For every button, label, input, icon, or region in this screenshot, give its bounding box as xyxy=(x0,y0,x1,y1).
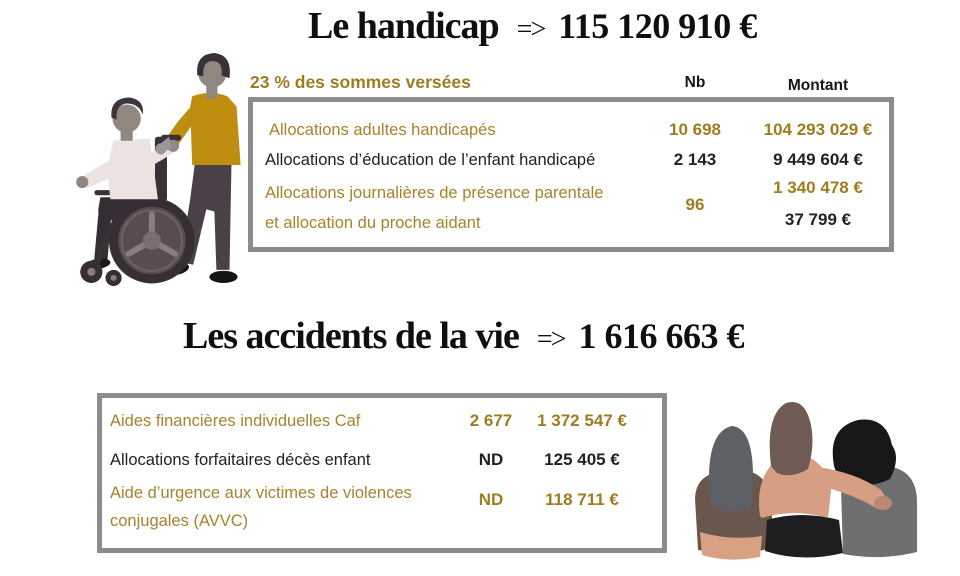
accidents-title-text: Les accidents de la vie xyxy=(183,315,519,357)
row-label: Allocations adultes handicapés xyxy=(269,121,496,139)
row-montant: 1 372 547 € xyxy=(537,411,627,430)
row-label: et allocation du proche aidant xyxy=(265,214,481,232)
column-header-montant: Montant xyxy=(787,77,849,94)
row-montant: 118 711 € xyxy=(545,490,619,509)
row-label: conjugales (AVVC) xyxy=(110,512,249,530)
row-montant: 125 405 € xyxy=(544,450,620,469)
arrow-glyph: => xyxy=(516,14,545,45)
row-label: Allocations journalières de présence parentale xyxy=(265,184,604,202)
handicap-title-text: Le handicap xyxy=(308,5,499,47)
handicap-table xyxy=(248,97,894,252)
arrow-glyph: => xyxy=(536,324,565,355)
wheelchair-help-illustration xyxy=(58,48,280,290)
row-nb: 2 677 xyxy=(469,411,513,430)
row-montant: 9 449 604 € xyxy=(773,150,863,169)
row-nb: 96 xyxy=(685,195,705,214)
handicap-subtitle: 23 % des sommes versées xyxy=(250,72,471,92)
row-label: Aides financières individuelles Caf xyxy=(110,412,361,430)
row-nb: 10 698 xyxy=(669,120,721,139)
row-nb: ND xyxy=(478,490,504,509)
column-header-nb: Nb xyxy=(684,74,706,91)
row-montant: 104 293 029 € xyxy=(763,120,873,139)
row-montant: 1 340 478 € xyxy=(773,178,863,197)
accidents-table xyxy=(97,393,667,553)
row-nb: ND xyxy=(478,450,504,469)
row-nb: 2 143 xyxy=(673,150,717,169)
accidents-section-title xyxy=(183,314,744,358)
accidents-total-amount: 1 616 663 € xyxy=(578,316,744,356)
handicap-section-title xyxy=(308,4,757,48)
row-label: Allocations forfaitaires décès enfant xyxy=(110,451,371,469)
row-montant: 37 799 € xyxy=(784,210,852,229)
handicap-total-amount: 115 120 910 € xyxy=(558,6,757,46)
group-hug-illustration xyxy=(680,390,960,576)
row-label: Allocations d’éducation de l’enfant handicapé xyxy=(265,151,596,169)
row-label: Aide d’urgence aux victimes de violences xyxy=(110,484,412,502)
